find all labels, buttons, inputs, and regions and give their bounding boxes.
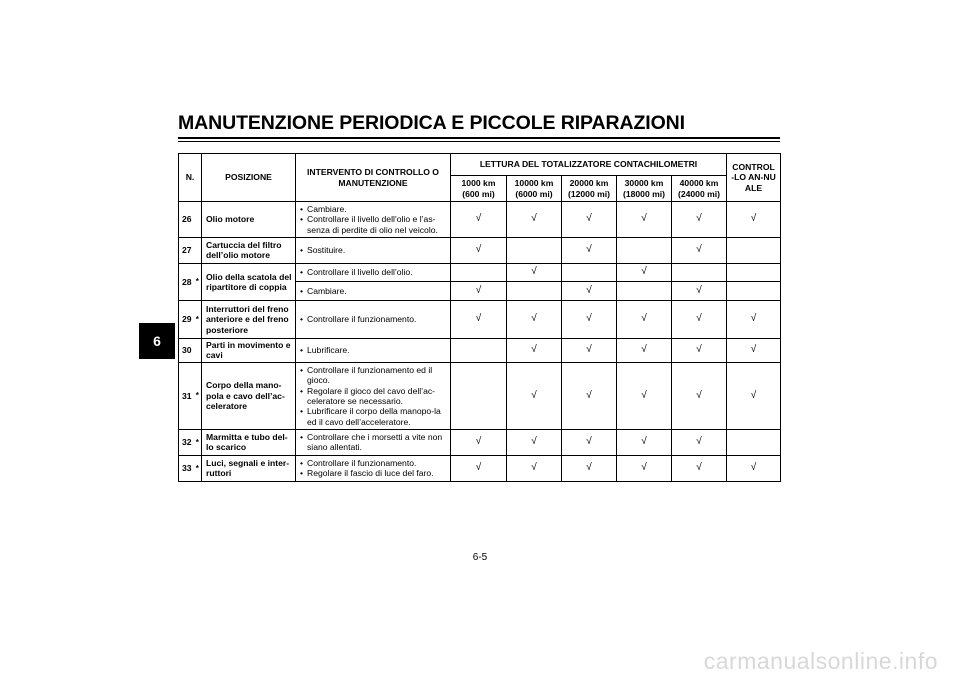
check-cell: √ — [727, 300, 781, 338]
action-item — [300, 345, 448, 355]
table-row — [179, 263, 781, 281]
check-cell — [507, 237, 562, 263]
check-cell: √ — [672, 300, 727, 338]
bullet: • — [300, 468, 304, 479]
check-cell: √ — [672, 455, 727, 481]
action-text: Controllare che i morsetti a vite non siano allentati. — [307, 432, 443, 453]
bullet: • — [300, 345, 304, 356]
row-action — [296, 202, 451, 238]
check-cell: √ — [617, 429, 672, 455]
action-text: Controllare il livello dell’olio e l’as-senza di perdite di olio nel veicolo. — [307, 214, 438, 235]
row-action — [296, 237, 451, 263]
check-cell: √ — [451, 455, 507, 481]
check-cell — [727, 237, 781, 263]
bullet: • — [300, 432, 304, 442]
table-row — [179, 300, 781, 338]
header-lettura: LETTURA DEL TOTALIZZATORE CONTACHILOMETRI — [451, 154, 727, 176]
action-text: Controllare il funzionamento. — [307, 314, 417, 325]
odo-km: 1000 km — [461, 178, 496, 189]
check-cell: √ — [672, 281, 727, 300]
action-text: Controllare il funzionamento. — [307, 458, 417, 468]
bullet: • — [300, 385, 304, 396]
check-cell: √ — [672, 237, 727, 263]
odo-km: 20000 km — [569, 178, 609, 189]
check-cell — [617, 281, 672, 300]
table-body — [179, 202, 781, 482]
check-cell: √ — [507, 338, 562, 362]
row-action — [296, 300, 451, 338]
row-position: Cartuccia del filtro dell’olio motore — [202, 237, 296, 263]
check-cell — [727, 429, 781, 455]
check-cell: √ — [562, 362, 617, 429]
check-cell: √ — [562, 455, 617, 481]
table-row — [179, 362, 781, 429]
row-number: 28 — [179, 263, 194, 300]
check-cell — [451, 263, 507, 281]
row-star — [194, 202, 202, 238]
odo-mi: (12000 mi) — [567, 188, 611, 199]
check-cell — [451, 362, 507, 429]
bullet: • — [300, 364, 304, 375]
check-cell: √ — [507, 300, 562, 338]
action-text: Controllare il funzionamento ed il gioco. — [307, 364, 433, 386]
table-row — [179, 237, 781, 263]
row-position: Marmitta e tubo del-lo scarico — [202, 429, 296, 455]
header-controllo — [727, 154, 781, 202]
check-cell: √ — [562, 300, 617, 338]
header-odo-3 — [562, 176, 617, 202]
row-action — [296, 429, 451, 455]
odo-mi: (600 mi) — [462, 188, 495, 199]
maintenance-table — [178, 153, 781, 482]
action-item — [300, 214, 448, 235]
action-list — [300, 365, 448, 427]
row-number: 31 — [179, 362, 194, 429]
row-star: * — [194, 300, 202, 338]
action-text: Regolare il fascio di luce del faro. — [307, 468, 434, 479]
row-action — [296, 281, 451, 300]
row-number: 26 — [179, 202, 194, 238]
action-list — [300, 267, 448, 277]
check-cell: √ — [562, 237, 617, 263]
action-list — [300, 245, 448, 255]
header-intervento: INTERVENTO DI CONTROLLO O MANUTENZIONE — [296, 154, 451, 202]
action-text: Controllare il livello dell’olio. — [307, 267, 413, 278]
check-cell: √ — [507, 455, 562, 481]
action-list — [300, 345, 448, 355]
table-row — [179, 338, 781, 362]
check-cell: √ — [451, 237, 507, 263]
row-number: 30 — [179, 338, 194, 362]
check-cell: √ — [617, 338, 672, 362]
check-cell: √ — [617, 362, 672, 429]
row-position: Luci, segnali e inter-ruttori — [202, 455, 296, 481]
action-list — [300, 458, 448, 479]
check-cell: √ — [507, 429, 562, 455]
check-cell: √ — [727, 202, 781, 238]
action-list — [300, 432, 448, 453]
action-item — [300, 468, 448, 478]
row-number: 32 — [179, 429, 194, 455]
action-text: Regolare il gioco del cavo dell’ac-celeratore se necessario. — [307, 385, 436, 406]
header-odo-5 — [672, 176, 727, 202]
check-cell: √ — [451, 202, 507, 238]
row-action — [296, 338, 451, 362]
row-star: * — [194, 429, 202, 455]
row-number: 33 — [179, 455, 194, 481]
action-item — [300, 245, 448, 255]
check-cell: √ — [727, 362, 781, 429]
row-number: 29 — [179, 300, 194, 338]
check-cell: √ — [617, 300, 672, 338]
action-item — [300, 314, 448, 324]
action-item — [300, 286, 448, 296]
odo-mi: (18000 mi) — [622, 188, 666, 199]
header-odo-2 — [507, 176, 562, 202]
check-cell: √ — [507, 202, 562, 238]
bullet: • — [300, 204, 304, 214]
check-cell — [562, 263, 617, 281]
title-rule-thick — [178, 137, 780, 139]
bullet: • — [300, 406, 304, 417]
row-star: * — [194, 263, 202, 300]
header-controllo-text: CONTROL-LO AN-NUALE — [731, 162, 776, 193]
chapter-tab: 6 — [139, 323, 175, 359]
check-cell: √ — [562, 338, 617, 362]
row-action — [296, 263, 451, 281]
check-cell: √ — [617, 263, 672, 281]
action-item — [300, 204, 448, 214]
check-cell: √ — [617, 202, 672, 238]
check-cell: √ — [451, 429, 507, 455]
odo-mi: (6000 mi) — [515, 188, 553, 199]
check-cell: √ — [507, 263, 562, 281]
row-star: * — [194, 362, 202, 429]
row-position: Olio motore — [202, 202, 296, 238]
check-cell — [727, 281, 781, 300]
check-cell: √ — [727, 455, 781, 481]
header-odo-1 — [451, 176, 507, 202]
check-cell: √ — [672, 362, 727, 429]
bullet: • — [300, 267, 304, 278]
table-row — [179, 202, 781, 238]
action-item — [300, 458, 448, 468]
action-text: Lubrificare il corpo della manopo-la ed il cavo dell’acceleratore. — [307, 406, 441, 427]
action-list — [300, 204, 448, 235]
title-rule-thin — [178, 141, 780, 142]
check-cell: √ — [507, 362, 562, 429]
header-odo-4 — [617, 176, 672, 202]
check-cell: √ — [672, 429, 727, 455]
odo-km: 10000 km — [514, 178, 554, 189]
row-action — [296, 362, 451, 429]
check-cell: √ — [727, 338, 781, 362]
action-text: Cambiare. — [307, 204, 347, 214]
check-cell: √ — [617, 455, 672, 481]
check-cell: √ — [562, 281, 617, 300]
row-position: Corpo della mano-pola e cavo dell’ac-celeratore — [202, 362, 296, 429]
page-number: 6-5 — [472, 552, 488, 563]
row-star: * — [194, 455, 202, 481]
row-star — [194, 338, 202, 362]
action-item — [300, 365, 448, 386]
action-item — [300, 386, 448, 407]
table-row — [179, 455, 781, 481]
row-position: Olio della scatola del ripartitore di coppia — [202, 263, 296, 300]
action-text: Cambiare. — [307, 285, 347, 296]
row-action — [296, 455, 451, 481]
bullet: • — [300, 285, 304, 296]
check-cell: √ — [562, 202, 617, 238]
row-position: Parti in movimento e cavi — [202, 338, 296, 362]
action-text: Lubrificare. — [307, 345, 350, 356]
row-number: 27 — [179, 237, 194, 263]
action-text: Sostituire. — [307, 245, 346, 256]
table-row — [179, 429, 781, 455]
check-cell: √ — [562, 429, 617, 455]
odo-km: 40000 km — [679, 178, 719, 189]
check-cell — [727, 263, 781, 281]
check-cell — [451, 338, 507, 362]
check-cell: √ — [451, 300, 507, 338]
odo-mi: (24000 mi) — [677, 188, 721, 199]
bullet: • — [300, 314, 304, 325]
action-item — [300, 267, 448, 277]
check-cell — [507, 281, 562, 300]
row-position: Interruttori del freno anteriore e del freno posteriore — [202, 300, 296, 338]
header-posizione: POSIZIONE — [202, 154, 296, 202]
bullet: • — [300, 458, 304, 468]
action-item — [300, 406, 448, 427]
watermark: carmanualsonline.info — [703, 648, 938, 674]
bullet: • — [300, 214, 304, 225]
action-item — [300, 432, 448, 453]
action-list — [300, 286, 448, 296]
check-cell: √ — [672, 202, 727, 238]
check-cell — [672, 263, 727, 281]
bullet: • — [300, 245, 304, 256]
check-cell: √ — [672, 338, 727, 362]
action-list — [300, 314, 448, 324]
page-title: MANUTENZIONE PERIODICA E PICCOLE RIPARAZIONI — [178, 112, 685, 134]
header-n: N. — [179, 154, 202, 202]
check-cell — [617, 237, 672, 263]
row-star — [194, 237, 202, 263]
check-cell: √ — [451, 281, 507, 300]
odo-km: 30000 km — [624, 178, 664, 189]
